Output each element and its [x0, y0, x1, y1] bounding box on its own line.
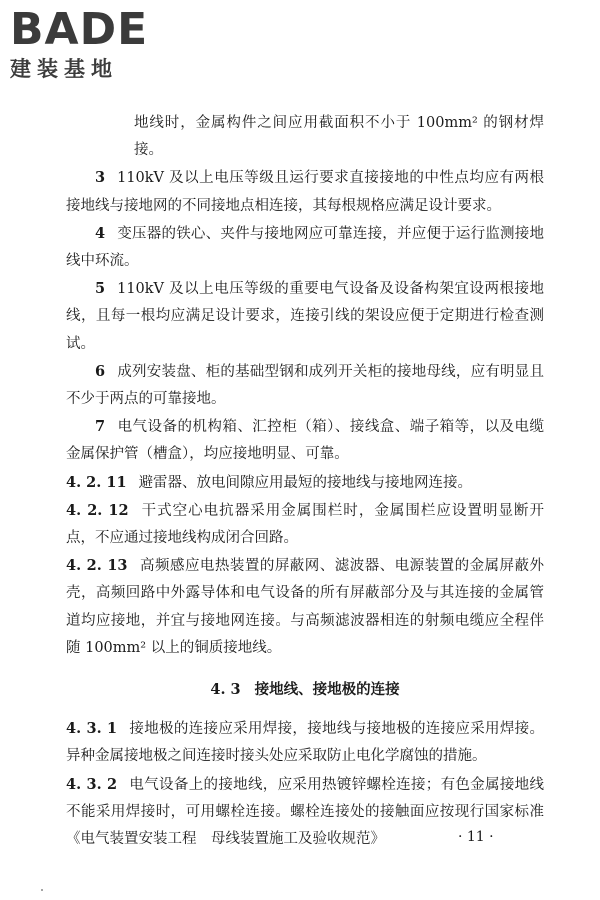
clause-text: 高频感应电热装置的屏蔽网、滤波器、电源装置的金属屏蔽外壳，高频回路中外露导体和电气设备的所有屏蔽部分及与其连接的金属管道均应接地，并宜与接地网连接。与高频滤波器相连的射频电缆应全程伴随 100mm² 以上的铜质接地线。: [66, 558, 544, 656]
clause-number: 4. 3. 1: [66, 720, 118, 738]
item-number: 5: [95, 280, 106, 298]
clause-4-3-1: [66, 715, 544, 770]
clause-text: 接地极的连接应采用焊接，接地线与接地极的连接应采用焊接。异种金属接地极之间连接时接头处应采取防止电化学腐蚀的措施。: [66, 721, 545, 765]
scan-speck: [41, 889, 43, 891]
clause-number: 4. 2. 12: [66, 501, 129, 519]
logo-wordmark: BADE: [10, 4, 149, 55]
list-item-6: [66, 358, 544, 413]
clause-text: 干式空心电抗器采用金属围栏时，金属围栏应设置明显断开点，不应通过接地线构成闭合回路。: [66, 502, 544, 547]
logo-subtitle: 建装基地: [10, 57, 118, 81]
item-text: 110kV 及以上电压等级的重要电气设备及设备构架宜设两根接地线，且每一根均应满足设计要求，连接引线的架设应便于定期进行检查测试。: [66, 281, 544, 352]
clause-number: 4. 2. 11: [66, 473, 127, 491]
paragraph-continuation: 地线时，金属构件之间应用截面积不小于 100mm² 的钢材焊接。: [134, 115, 544, 159]
clause-number: 4. 2. 13: [66, 557, 128, 575]
section-title: 接地线、接地极的连接: [254, 681, 400, 699]
clause-4-2-13: [66, 552, 544, 662]
item-text: 成列安装盘、柜的基础型钢和成列开关柜的接地母线，应有明显且不少于两点的可靠接地。: [66, 363, 544, 408]
bade-logo: [10, 4, 180, 88]
item-number: 7: [95, 418, 106, 436]
clause-text: 电气设备上的接地线，应采用热镀锌螺栓连接；有色金属接地线不能采用焊接时，可用螺栓连接。螺栓连接处的接触面应按现行国家标准《电气装置安装工程 母线装置施工及验收规范》: [66, 776, 545, 848]
list-item-4: [66, 220, 544, 275]
item-text: 110kV 及以上电压等级且运行要求直接接地的中性点均应有两根接地线与接地网的不同接地点相连接，其每根规格应满足设计要求。: [66, 170, 544, 214]
item-number: 6: [95, 362, 106, 380]
item-number: 3: [95, 169, 106, 187]
document-body: [66, 110, 544, 853]
clause-text: 避雷器、放电间隙应用最短的接地线与接地网连接。: [138, 474, 473, 491]
item-number: 4: [95, 224, 106, 242]
clause-4-2-12: [66, 497, 544, 552]
item-text: 电气设备的机构箱、汇控柜（箱）、接线盒、端子箱等，以及电缆金属保护管（槽盒），均应接地明显、可靠。: [66, 419, 544, 463]
list-item-3: [66, 164, 544, 219]
page-number: · 11 ·: [458, 829, 494, 845]
section-heading: [66, 676, 544, 703]
section-number: 4. 3: [210, 681, 241, 699]
clause-number: 4. 3. 2: [66, 775, 118, 793]
item-text: 变压器的铁心、夹件与接地网应可靠连接，并应便于运行监测接地线中环流。: [66, 225, 544, 270]
list-item-5: [66, 275, 544, 358]
clause-4-2-11: [66, 469, 544, 497]
list-item-7: [66, 413, 544, 468]
